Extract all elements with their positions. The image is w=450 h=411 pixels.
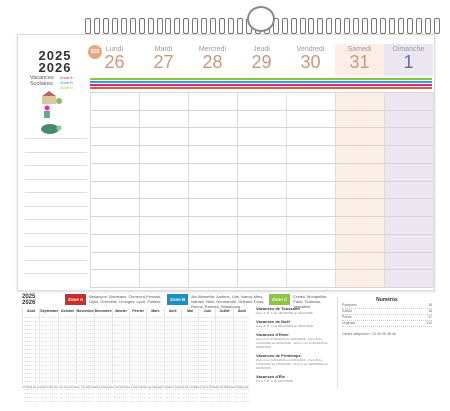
spiral-coil xyxy=(371,18,377,34)
spiral-coil xyxy=(210,18,216,34)
month-column xyxy=(94,308,112,384)
vacances-title: Vacances d'Hiver xyxy=(256,332,289,337)
day-number: 27 xyxy=(153,52,174,72)
zone-a-label: Zone A xyxy=(60,75,73,80)
vacances-dates: Zone A, B, C du 04/07/2026 xyxy=(256,379,294,383)
grid-column-line xyxy=(335,92,336,287)
spiral-coil xyxy=(237,18,243,34)
spiral-coil xyxy=(416,18,422,34)
spiral-coil xyxy=(362,18,368,34)
note-line xyxy=(25,165,87,166)
day-line xyxy=(148,398,162,402)
zone-b-text: Aix-Marseille, Amiens, Lille, Nancy-Metz, Nantes, Nice, Normandie, Orléans-Tours, Reims, Rennes, Strasbourg xyxy=(191,294,265,309)
spiral-coil xyxy=(344,18,350,34)
month-column xyxy=(22,308,39,384)
saturday-column xyxy=(335,92,384,287)
note-line xyxy=(25,246,87,247)
month-name: Avril xyxy=(168,309,177,313)
spiral-coil xyxy=(121,18,127,34)
spiral-coil xyxy=(183,18,189,34)
day-header xyxy=(384,44,433,76)
spiral-coil xyxy=(300,18,306,34)
spiral-coil xyxy=(130,18,136,34)
grid-column-line xyxy=(139,92,140,287)
zone-a-tag: Zone A xyxy=(65,294,86,305)
zone-c-label: Zone C xyxy=(60,85,74,90)
note-line xyxy=(25,260,87,261)
day-header xyxy=(90,44,139,76)
spiral-coil xyxy=(308,18,314,34)
spiral-coil xyxy=(434,18,440,34)
numero-value: 15 xyxy=(428,309,432,313)
month-column xyxy=(112,308,129,384)
grid-row-line xyxy=(90,92,433,93)
month-name: Novembre xyxy=(76,309,94,313)
day-name: Mercredi xyxy=(198,46,227,53)
vacances-dates: Zone A, B, C du 20/12/2025 au 05/01/2026 xyxy=(256,324,314,328)
day-name: Samedi xyxy=(347,46,372,53)
spiral-coil xyxy=(282,18,288,34)
spiral-coil xyxy=(335,18,341,34)
vacances-item xyxy=(256,319,336,328)
month-column xyxy=(215,308,232,384)
month-name: Décembre xyxy=(94,309,112,313)
month-name: Février xyxy=(132,309,144,313)
note-line xyxy=(25,152,87,153)
spiral-coil xyxy=(291,18,297,34)
grid-row-line xyxy=(90,145,433,146)
grid-column-line xyxy=(237,92,238,287)
spiral-coil xyxy=(174,18,180,34)
spiral-coil xyxy=(139,18,145,34)
month-column xyxy=(58,308,75,384)
day-line xyxy=(217,398,231,402)
grid-row-line xyxy=(90,287,433,288)
vacances-dates: Zone A du 07/02/2026 au 23/02/2026 · Zone B du 14/02/2026 au 02/03/2026 · Zone C du 21/02/2026 au 09/03/2026 xyxy=(256,337,328,349)
bottom-years xyxy=(22,294,35,306)
month-column xyxy=(129,308,146,384)
day-header xyxy=(335,44,384,76)
month-column xyxy=(39,308,58,384)
month-column xyxy=(146,308,163,384)
grid-row-line xyxy=(90,216,433,217)
day-number: 31 xyxy=(349,52,370,72)
grid-column-line xyxy=(433,92,434,287)
zone-b-tag: Zone B xyxy=(167,294,188,305)
bottom-year-start: 2025 xyxy=(22,294,36,300)
stripe-blue xyxy=(90,81,432,83)
figure-illustration xyxy=(40,105,54,122)
numeros-title: Numéros xyxy=(376,297,398,303)
footnote: Le dépôt est autorisé à des fins non commerciales. Les informations présentées sont données à titre indicatif, les vacances scolaires pouvant être modifiées par le Ministère de l'Éducation Nationale. xyxy=(22,386,249,389)
day-line xyxy=(78,398,93,402)
zone-c-tag: Zone C xyxy=(269,294,290,305)
month-name: Août xyxy=(27,309,36,313)
day-name: Lundi xyxy=(105,46,124,53)
day-header xyxy=(286,44,335,76)
numero-value: 18 xyxy=(428,303,432,307)
grid-row-line xyxy=(90,110,433,111)
spiral-coil xyxy=(389,18,395,34)
spiral-coil xyxy=(228,18,234,34)
day-number: 26 xyxy=(104,52,125,72)
hanger-ring xyxy=(247,6,275,32)
sunday-column xyxy=(384,92,433,287)
day-name: Vendredi xyxy=(296,46,325,53)
day-line xyxy=(131,398,145,402)
month-name: Septembre xyxy=(40,309,59,313)
month-name: Mai xyxy=(187,309,193,313)
note-line xyxy=(25,219,87,220)
day-line xyxy=(235,398,249,402)
month-column xyxy=(198,308,215,384)
bottom-year-end: 2026 xyxy=(22,300,36,306)
spiral-coil xyxy=(398,18,404,34)
numero-value: 112 xyxy=(426,321,432,325)
note-line xyxy=(25,179,87,180)
note-line xyxy=(25,233,87,234)
year-range xyxy=(30,50,80,74)
numeros-panel xyxy=(337,297,436,387)
zone-a-text: Besançon, Bordeaux, Clermont-Ferrand, Dijon, Grenoble, Limoges, Lyon, Poitiers xyxy=(89,294,162,304)
week-badge: S35 xyxy=(88,45,102,59)
zone-a-legend xyxy=(65,294,163,306)
spiral-coil xyxy=(317,18,323,34)
grid-column-line xyxy=(286,92,287,287)
week-grid xyxy=(90,92,433,287)
day-header xyxy=(139,44,188,76)
vacances-dates: Zone A du 04/04/2026 au 20/04/2026 · Zone B du 11/04/2026 au 27/04/2026 · Zone C du 18/04/2026 au 04/05/2026 xyxy=(256,358,328,370)
month-name: Octobre xyxy=(60,309,75,313)
vacances-zones xyxy=(60,75,73,90)
month-name: Janvier xyxy=(114,309,127,313)
vacances-list xyxy=(256,306,336,387)
numero-value: 17 xyxy=(428,315,432,319)
year-end: 2026 xyxy=(38,60,72,75)
stripe-orange xyxy=(90,87,432,89)
spiral-coil xyxy=(425,18,431,34)
day-name: Mardi xyxy=(154,46,173,53)
day-header xyxy=(237,44,286,76)
day-number: 28 xyxy=(202,52,223,72)
grid-column-line xyxy=(188,92,189,287)
vacances-title: Vacances de Toussaint xyxy=(256,306,300,311)
grid-row-line xyxy=(90,181,433,182)
spiral-coil xyxy=(353,18,359,34)
vacances-title: Vacances d'Été xyxy=(256,374,285,379)
day-line xyxy=(166,398,180,402)
spiral-coil xyxy=(326,18,332,34)
spiral-coil xyxy=(103,18,109,34)
numero-row xyxy=(342,321,432,327)
month-column xyxy=(233,308,250,384)
day-name: Jeudi xyxy=(253,46,270,53)
day-number: 30 xyxy=(300,52,321,72)
grid-row-line xyxy=(90,163,433,164)
vacances-item xyxy=(256,332,336,349)
spiral-coil xyxy=(85,18,91,34)
day-line xyxy=(24,398,38,402)
numero-label: Urgence xyxy=(342,321,356,325)
month-column xyxy=(181,308,198,384)
note-line xyxy=(25,138,87,139)
spiral-coil xyxy=(192,18,198,34)
spiral-coil xyxy=(165,18,171,34)
month-name: Juin xyxy=(203,309,211,313)
spiral-coil xyxy=(407,18,413,34)
spiral-coil xyxy=(219,18,225,34)
note-line xyxy=(25,206,87,207)
month-column xyxy=(76,308,94,384)
vacances-title: Vacances de Noël xyxy=(256,319,290,324)
grid-row-line xyxy=(90,127,433,128)
numero-label: Pompiers xyxy=(342,303,357,307)
spiral-coil xyxy=(112,18,118,34)
month-name: Juillet xyxy=(219,309,230,313)
note-line xyxy=(25,192,87,193)
zone-c-legend xyxy=(269,294,333,309)
day-number: 29 xyxy=(251,52,272,72)
spiral-coil xyxy=(148,18,154,34)
month-column xyxy=(164,308,181,384)
spiral-coil xyxy=(201,18,207,34)
zone-b-label: Zone B xyxy=(60,80,73,85)
turtle-illustration xyxy=(38,121,62,138)
day-line xyxy=(200,398,214,402)
grid-row-line xyxy=(90,234,433,235)
numero-label: Police xyxy=(342,315,352,319)
day-number: 1 xyxy=(403,52,414,72)
grid-column-line xyxy=(384,92,385,287)
centre-antipoison: Centre antipoison : 01 40 05 48 48 xyxy=(342,332,396,336)
day-line xyxy=(183,398,197,402)
vacances-dates: Zone A, B, C du 18/10/2025 au 03/11/2025 xyxy=(256,311,313,315)
vacances-item xyxy=(256,374,336,383)
vacances-item xyxy=(256,306,336,315)
zone-c-text: Créteil, Montpellier, Paris, Toulouse, Versailles xyxy=(293,294,328,309)
stripe-magenta xyxy=(90,84,432,86)
day-name: Dimanche xyxy=(392,46,425,53)
vacances-title: Vacances de Printemps xyxy=(256,353,301,358)
month-name: Août xyxy=(237,309,246,313)
day-line xyxy=(114,398,128,402)
note-line xyxy=(25,273,87,274)
year-start: 2025 xyxy=(38,48,72,63)
grid-column-line xyxy=(90,92,91,287)
year-overview xyxy=(22,308,250,384)
month-name: Mars xyxy=(151,309,160,313)
day-line xyxy=(60,398,74,402)
day-line xyxy=(96,398,111,402)
day-header xyxy=(188,44,237,76)
spiral-coil xyxy=(380,18,386,34)
grid-row-line xyxy=(90,198,433,199)
numero-label: SAMU xyxy=(342,309,353,313)
vacances-label: Vacances Scolaires xyxy=(30,75,54,87)
vacances-item xyxy=(256,353,336,370)
stripe-green xyxy=(90,78,432,80)
spiral-coil xyxy=(94,18,100,34)
grid-row-line xyxy=(90,269,433,270)
zone-b-legend xyxy=(167,294,265,309)
spiral-coil xyxy=(157,18,163,34)
day-line xyxy=(41,398,57,402)
grid-row-line xyxy=(90,252,433,253)
